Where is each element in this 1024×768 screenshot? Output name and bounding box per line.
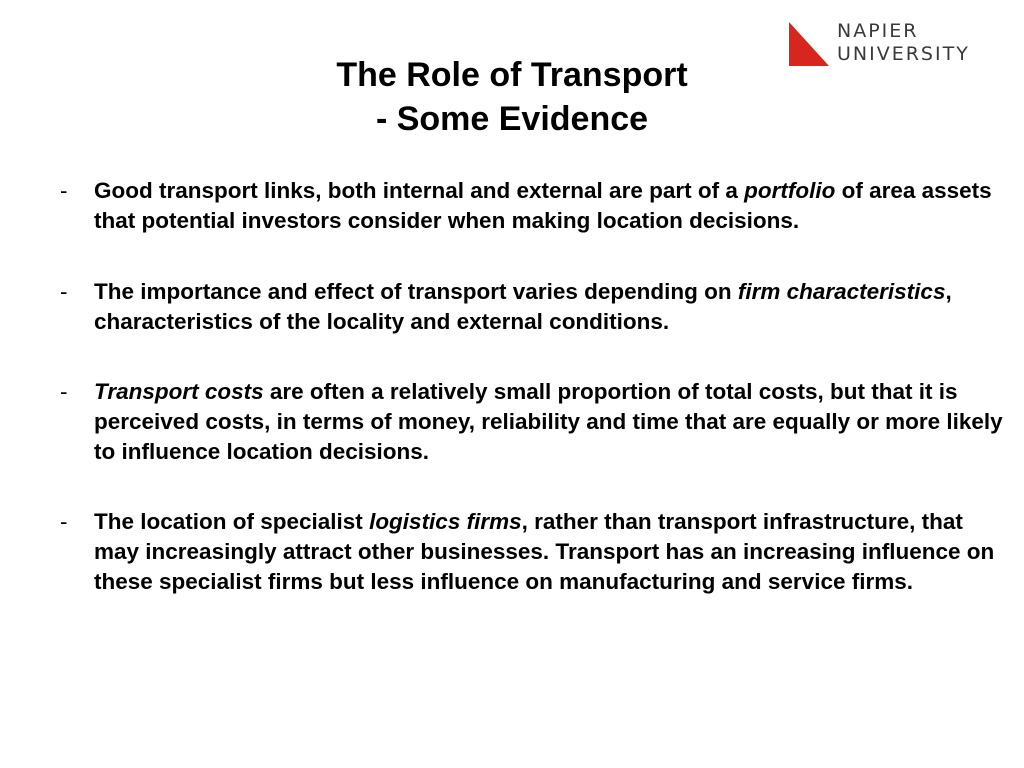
bullet-text: The importance and effect of transport varies depending on bbox=[94, 279, 738, 304]
bullet-text: are often a relatively small proportion of total costs, but that it is perceived costs, in terms of money, reliability and time that are equally or more likely to influence location decisions. bbox=[94, 379, 1003, 464]
bullet-item bbox=[60, 277, 1005, 337]
bullet-text: , rather than transport infrastructure, that may increasingly attract other businesses. Transport has an increasing influence on these specialist firms but less influence on manufacturing and service firms. bbox=[94, 509, 995, 594]
bullet-list bbox=[60, 176, 1005, 597]
bullet-text: Good transport links, both internal and external are part of a bbox=[94, 178, 745, 203]
logo-text-napier: NAPIER bbox=[837, 20, 919, 42]
bullet-text: , characteristics of the locality and external conditions. bbox=[94, 279, 952, 334]
bullet-item bbox=[60, 377, 1005, 467]
bullet-text: The location of specialist bbox=[94, 509, 370, 534]
bullet-emphasis: Transport costs bbox=[94, 379, 264, 404]
bullet-emphasis: portfolio bbox=[744, 178, 836, 203]
slide-title bbox=[0, 55, 1024, 139]
logo-text-university: UNIVERSITY bbox=[837, 43, 970, 65]
bullet-item bbox=[60, 176, 1005, 236]
bullet-emphasis: firm characteristics bbox=[737, 279, 946, 304]
bullet-marker: - bbox=[60, 379, 68, 404]
bullet-marker: - bbox=[60, 279, 68, 304]
title-line-1: The Role of Transport bbox=[336, 56, 688, 94]
bullet-marker: - bbox=[60, 178, 68, 203]
bullet-emphasis: logistics firms bbox=[369, 509, 522, 534]
title-line-2: - Some Evidence bbox=[375, 100, 649, 138]
bullet-marker: - bbox=[60, 509, 68, 534]
bullet-item bbox=[60, 507, 1005, 597]
bullet-text: of area assets that potential investors consider when making location decisions. bbox=[94, 178, 992, 233]
